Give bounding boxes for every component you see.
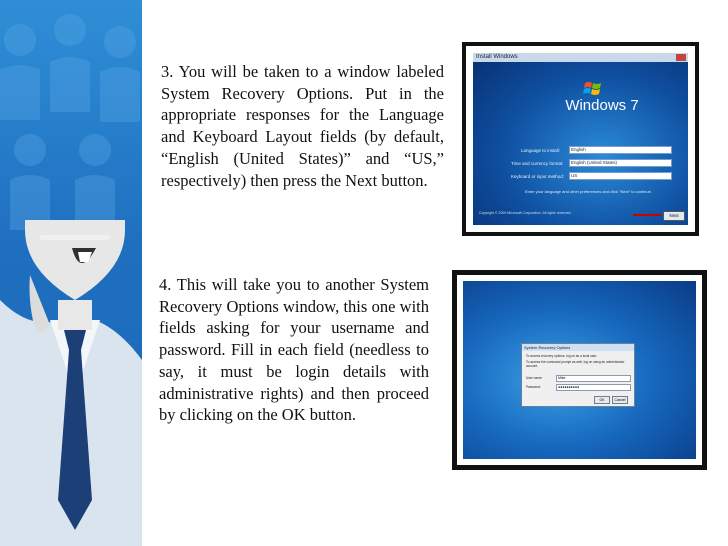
windows-flag-icon [583,79,603,99]
cancel-button[interactable]: Cancel [612,396,628,404]
businessman-illustration [0,0,142,546]
step-4-text: 4. This will take you to another System Recovery Options window, this one with fields asking for your username and password. Fill in each field (needless to say, it must be login details with administrative rights) and then proceed by clicking on the OK button. [159,275,429,425]
pointer-arrow [633,214,661,216]
username-label: User name: [526,376,543,380]
password-label: Password: [526,385,541,389]
desktop-screen [463,281,696,459]
time-format-select[interactable]: English (United States) [569,159,672,167]
password-field[interactable]: ●●●●●●●●●● [556,384,631,391]
install-windows-screenshot [462,42,699,236]
time-format-label: Time and currency format: [511,161,564,166]
close-icon [676,54,686,61]
keyboard-select[interactable]: US [569,172,672,180]
decorative-sidebar [0,0,142,546]
dialog-line-2: To access the command prompt as well, log on using an administrator account. [526,360,625,368]
language-select[interactable]: English [569,146,672,154]
dialog-title: System Recovery Options [522,344,634,351]
next-button[interactable]: Next [663,211,685,221]
keyboard-label: Keyboard or input method: [511,174,565,179]
install-window-title: Install Windows [473,53,688,62]
install-windows-screen [473,53,688,225]
recovery-dialog [521,343,635,407]
username-field[interactable]: Mike [556,375,631,382]
recovery-options-screenshot [452,270,707,470]
product-name: Windows 7 [565,97,639,114]
copyright-text: Copyright © 2009 Microsoft Corporation. All rights reserved. [479,211,572,215]
instruction-note: Enter your language and other preferences and click "Next" to continue. [525,189,652,194]
language-label: Language to install: [521,148,561,153]
step-3-text: 3. You will be taken to a window labeled System Recovery Options. Put in the appropriate responses for the Language and Keyboard Layout fields (by default, “English (United States)” and “US,” respectively) then press the Next button. [161,62,444,190]
dialog-line-1: To access recovery options, log on as a local user. [526,354,598,358]
ok-button[interactable]: OK [594,396,610,404]
